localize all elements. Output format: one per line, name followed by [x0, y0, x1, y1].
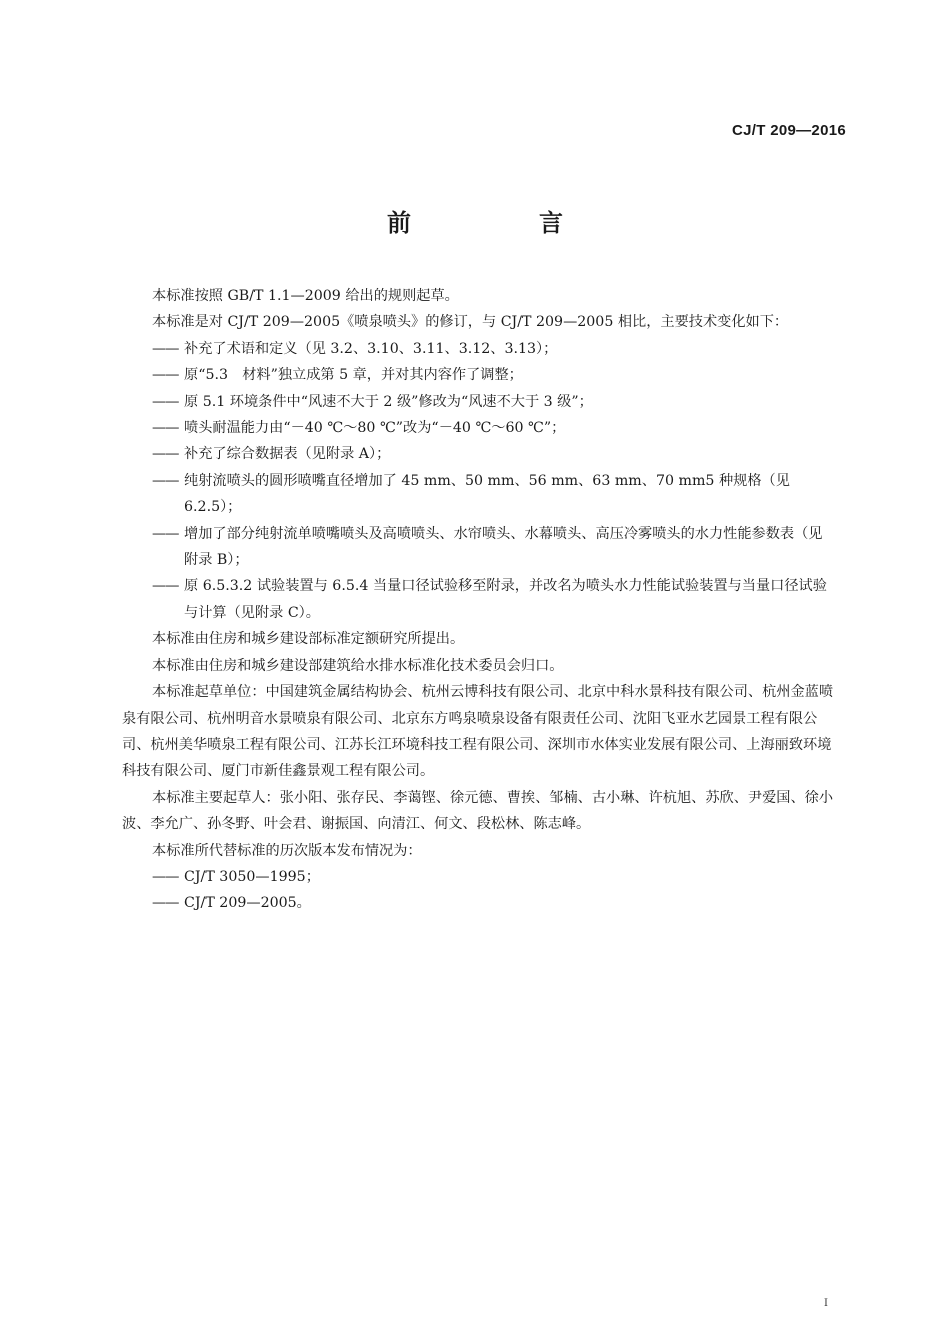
- dash-mark: ——: [152, 393, 179, 410]
- dash-mark: ——: [152, 472, 179, 489]
- change-item: [122, 415, 834, 441]
- change-item: [122, 336, 834, 362]
- change-item: [122, 362, 834, 388]
- change-item: [122, 521, 834, 574]
- paragraph-committee: 本标准由住房和城乡建设部建筑给水排水标准化技术委员会归口。: [152, 657, 564, 674]
- dash-mark: ——: [152, 446, 179, 463]
- change-item-text: 增加了部分纯射流单喷嘴喷头及高喷喷头、水帘喷头、水幕喷头、高压冷雾喷头的水力性能参数表（见附录 B）；: [184, 525, 823, 569]
- change-item: [122, 468, 834, 521]
- change-item-text: 补充了术语和定义（见 3.2、3.10、3.11、3.12、3.13）；: [184, 340, 558, 357]
- change-item-text: 喷头耐温能力由“－40 ℃～80 ℃”改为“－40 ℃～60 ℃”；: [184, 420, 566, 437]
- change-item-text: 补充了综合数据表（见附录 A）；: [184, 446, 391, 463]
- foreword-body: [122, 283, 834, 917]
- history-item: [122, 890, 834, 916]
- paragraph-proposer: 本标准由住房和城乡建设部标准定额研究所提出。: [152, 631, 465, 648]
- standard-code: CJ/T 209—2016: [732, 122, 846, 139]
- paragraph-drafting-rules: 本标准按照 GB/T 1.1—2009 给出的规则起草。: [152, 288, 459, 304]
- change-item: [122, 441, 834, 467]
- dash-mark: ——: [152, 525, 179, 542]
- dash-mark: ——: [152, 420, 179, 437]
- change-item-text: 原 6.5.3.2 试验装置与 6.5.4 当量口径试验移至附录，并改名为喷头水力性能试验装置与当量口径试验与计算（见附录 C）。: [184, 578, 827, 621]
- change-item: [122, 389, 834, 415]
- history-item-text: CJ/T 209—2005。: [184, 895, 311, 912]
- dash-mark: ——: [152, 367, 179, 384]
- paragraph-history-intro: 本标准所代替标准的历次版本发布情况为：: [152, 842, 422, 859]
- dash-mark: ——: [152, 340, 179, 357]
- change-item: [122, 573, 834, 626]
- page-number: I: [824, 1298, 828, 1309]
- paragraph-drafters: 本标准主要起草人：张小阳、张存民、李蔼铿、徐元德、曹挨、邹楠、古小琳、许杭旭、苏欣、尹爱国、徐小波、李允广、孙冬野、叶会君、谢振国、向清江、何文、段松林、陈志峰。: [122, 789, 834, 833]
- history-item: [122, 864, 834, 890]
- page-title: 前 言: [387, 209, 615, 237]
- change-item-text: 纯射流喷头的圆形喷嘴直径增加了 45 mm、50 mm、56 mm、63 mm、70 mm5 种规格（见 6.2.5）；: [184, 472, 790, 516]
- paragraph-drafting-units: 本标准起草单位：中国建筑金属结构协会、杭州云博科技有限公司、北京中科水景科技有限公司、杭州金蓝喷泉有限公司、杭州明音水景喷泉有限公司、北京东方鸣泉喷泉设备有限责任公司、沈阳飞亚水艺园景工程有限公司、杭州美华喷泉工程有限公司、江苏长江环境科技工程有限公司、深圳市水体实业发展有限公司、上海丽致环境科技有限公司、厦门市新佳鑫景观工程有限公司。: [122, 684, 834, 780]
- dash-mark: ——: [152, 578, 179, 595]
- dash-mark: ——: [152, 895, 179, 912]
- change-item-text: 原 5.1 环境条件中“风速不大于 2 级”修改为“风速不大于 3 级”；: [184, 393, 593, 410]
- history-item-text: CJ/T 3050—1995；: [184, 868, 320, 885]
- change-item-text: 原“5.3 材料”独立成第 5 章，并对其内容作了调整；: [184, 367, 523, 384]
- paragraph-revision-intro: 本标准是对 CJ/T 209—2005《喷泉喷头》的修订，与 CJ/T 209—2005 相比，主要技术变化如下：: [152, 314, 789, 331]
- dash-mark: ——: [152, 868, 179, 885]
